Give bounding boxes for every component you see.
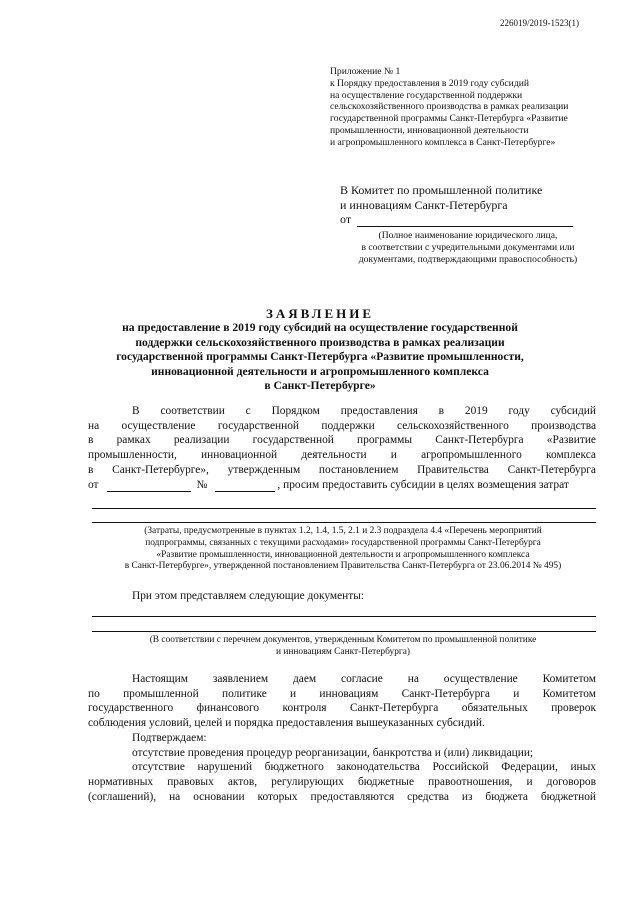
appendix-line: к Порядку предоставления в 2019 году субсидий — [330, 77, 529, 89]
request-tail: , просим предоставить субсидии в целях возмещения затрат — [277, 478, 569, 491]
note-line: (Затраты, предусмотренные в пунктах 1.2, 1.4, 1.5, 2.1 и 2.3 подраздела 4.4 «Перечень мероприятий — [144, 526, 542, 536]
documents-blank-line-2[interactable] — [92, 631, 596, 632]
appendix-line: на осуществление государственной поддержки — [330, 89, 523, 101]
costs-note — [88, 526, 598, 573]
para-line: государственного финансового контроля Санкт-Петербурга обязательных проверок — [88, 702, 596, 715]
note-line: подпрограммы, связанных с текущими расходами» государственной программы Санкт-Петербурга — [145, 537, 541, 548]
confirm-label: Подтверждаем: — [132, 731, 207, 744]
para-line: по промышленной политике и инновациям Санкт-Петербурга и Комитетом — [88, 687, 596, 700]
para-line: промышленности, инновационной деятельности и агропромышленного комплекса — [88, 449, 596, 462]
addressee-block — [340, 183, 620, 227]
para-line: соблюдения условий, целей и порядка предоставления вышеуказанных субсидий. — [88, 717, 485, 730]
paragraph-consent — [88, 672, 596, 804]
number-label: № — [196, 478, 208, 491]
costs-blank-line-1[interactable] — [92, 508, 596, 509]
addressee-note-line: в соответствии с учредительными документами или — [361, 242, 575, 253]
addressee-note — [338, 230, 598, 266]
appendix-line: Приложение № 1 — [330, 66, 401, 77]
para-line: на осуществление государственной поддержки сельскохозяйственного производства — [88, 419, 596, 432]
para-line: в Санкт-Петербурге», утвержденным постановлением Правительства Санкт-Петербурга — [88, 463, 596, 476]
documents-intro: При этом представляем следующие документы: — [132, 590, 365, 602]
note-line: (В соответствии с перечнем документов, утвержденным Комитетом по промышленной политике — [149, 635, 537, 645]
para-line: в рамках реализации государственной программы Санкт-Петербурга «Развитие — [88, 434, 596, 447]
note-line: и инновациям Санкт-Петербурга) — [275, 646, 411, 657]
appendix-block — [330, 66, 630, 149]
appendix-line: государственной программы Санкт-Петербурга «Развитие — [330, 113, 568, 125]
decree-reference-row — [88, 478, 596, 493]
note-line: в Санкт-Петербурге», утвержденной постановлением Правительства Санкт-Петербурга от 23.06.2014 № 495) — [124, 561, 562, 572]
addressee-from-row — [340, 212, 620, 227]
applicant-name-blank[interactable] — [357, 215, 573, 227]
subtitle-line: инновационной деятельности и агропромышленного комплекса — [151, 364, 489, 378]
document-title: ЗАЯВЛЕНИЕ — [265, 306, 375, 321]
para-line: Настоящим заявлением даем согласие на осуществление Комитетом — [132, 673, 596, 685]
subtitle-line: государственной программы Санкт-Петербурга «Развитие промышленности, — [116, 350, 524, 363]
from-label: от — [340, 212, 352, 226]
document-id: 226019/2019-1523(1) — [500, 18, 579, 28]
appendix-line: промышленности, инновационной деятельности — [330, 124, 529, 136]
subtitle-line: в Санкт-Петербурге» — [264, 379, 376, 392]
from-label: от — [88, 478, 99, 491]
appendix-line: и агропромышленного комплекса в Санкт-Петербурге» — [330, 136, 556, 148]
appendix-line: сельскохозяйственного производства в рамках реализации — [330, 101, 569, 113]
confirm-item-2-line: нормативных правовых актов, регулирующих бюджетные правоотношения, и договоров — [88, 775, 596, 788]
addressee-note-line: (Полное наименование юридического лица, — [378, 230, 558, 241]
document-subtitle — [80, 321, 560, 394]
subtitle-line: на предоставление в 2019 году субсидий на осуществление государственной — [122, 321, 518, 334]
confirm-item-1: отсутствие проведения процедур реорганизации, банкротства и (или) ликвидации; — [132, 746, 534, 759]
decree-date-blank[interactable] — [107, 481, 191, 492]
addressee-note-line: документами, подтверждающими правоспособность) — [358, 254, 578, 265]
addressee-line: В Комитет по промышленной политике — [340, 183, 543, 197]
costs-blank-line-2[interactable] — [92, 522, 596, 523]
paragraph-request — [88, 404, 596, 492]
addressee-line: и инновациям Санкт-Петербурга — [340, 197, 508, 212]
confirm-item-2-line: (соглашений), на основании которых предоставляются средства из бюджета бюджетной — [88, 790, 596, 803]
subtitle-line: поддержки сельскохозяйственного производства в рамках реализации — [135, 335, 505, 349]
decree-number-blank[interactable] — [215, 481, 275, 492]
documents-note — [88, 635, 598, 659]
documents-blank-line-1[interactable] — [92, 616, 596, 617]
confirm-item-2-line: отсутствие нарушений бюджетного законодательства Российской Федерации, иных — [132, 761, 596, 774]
para-line: В соответствии с Порядком предоставления в 2019 году субсидий — [132, 405, 596, 417]
note-line: «Развитие промышленности, инновационной деятельности и агропромышленного комплекса — [156, 549, 530, 560]
